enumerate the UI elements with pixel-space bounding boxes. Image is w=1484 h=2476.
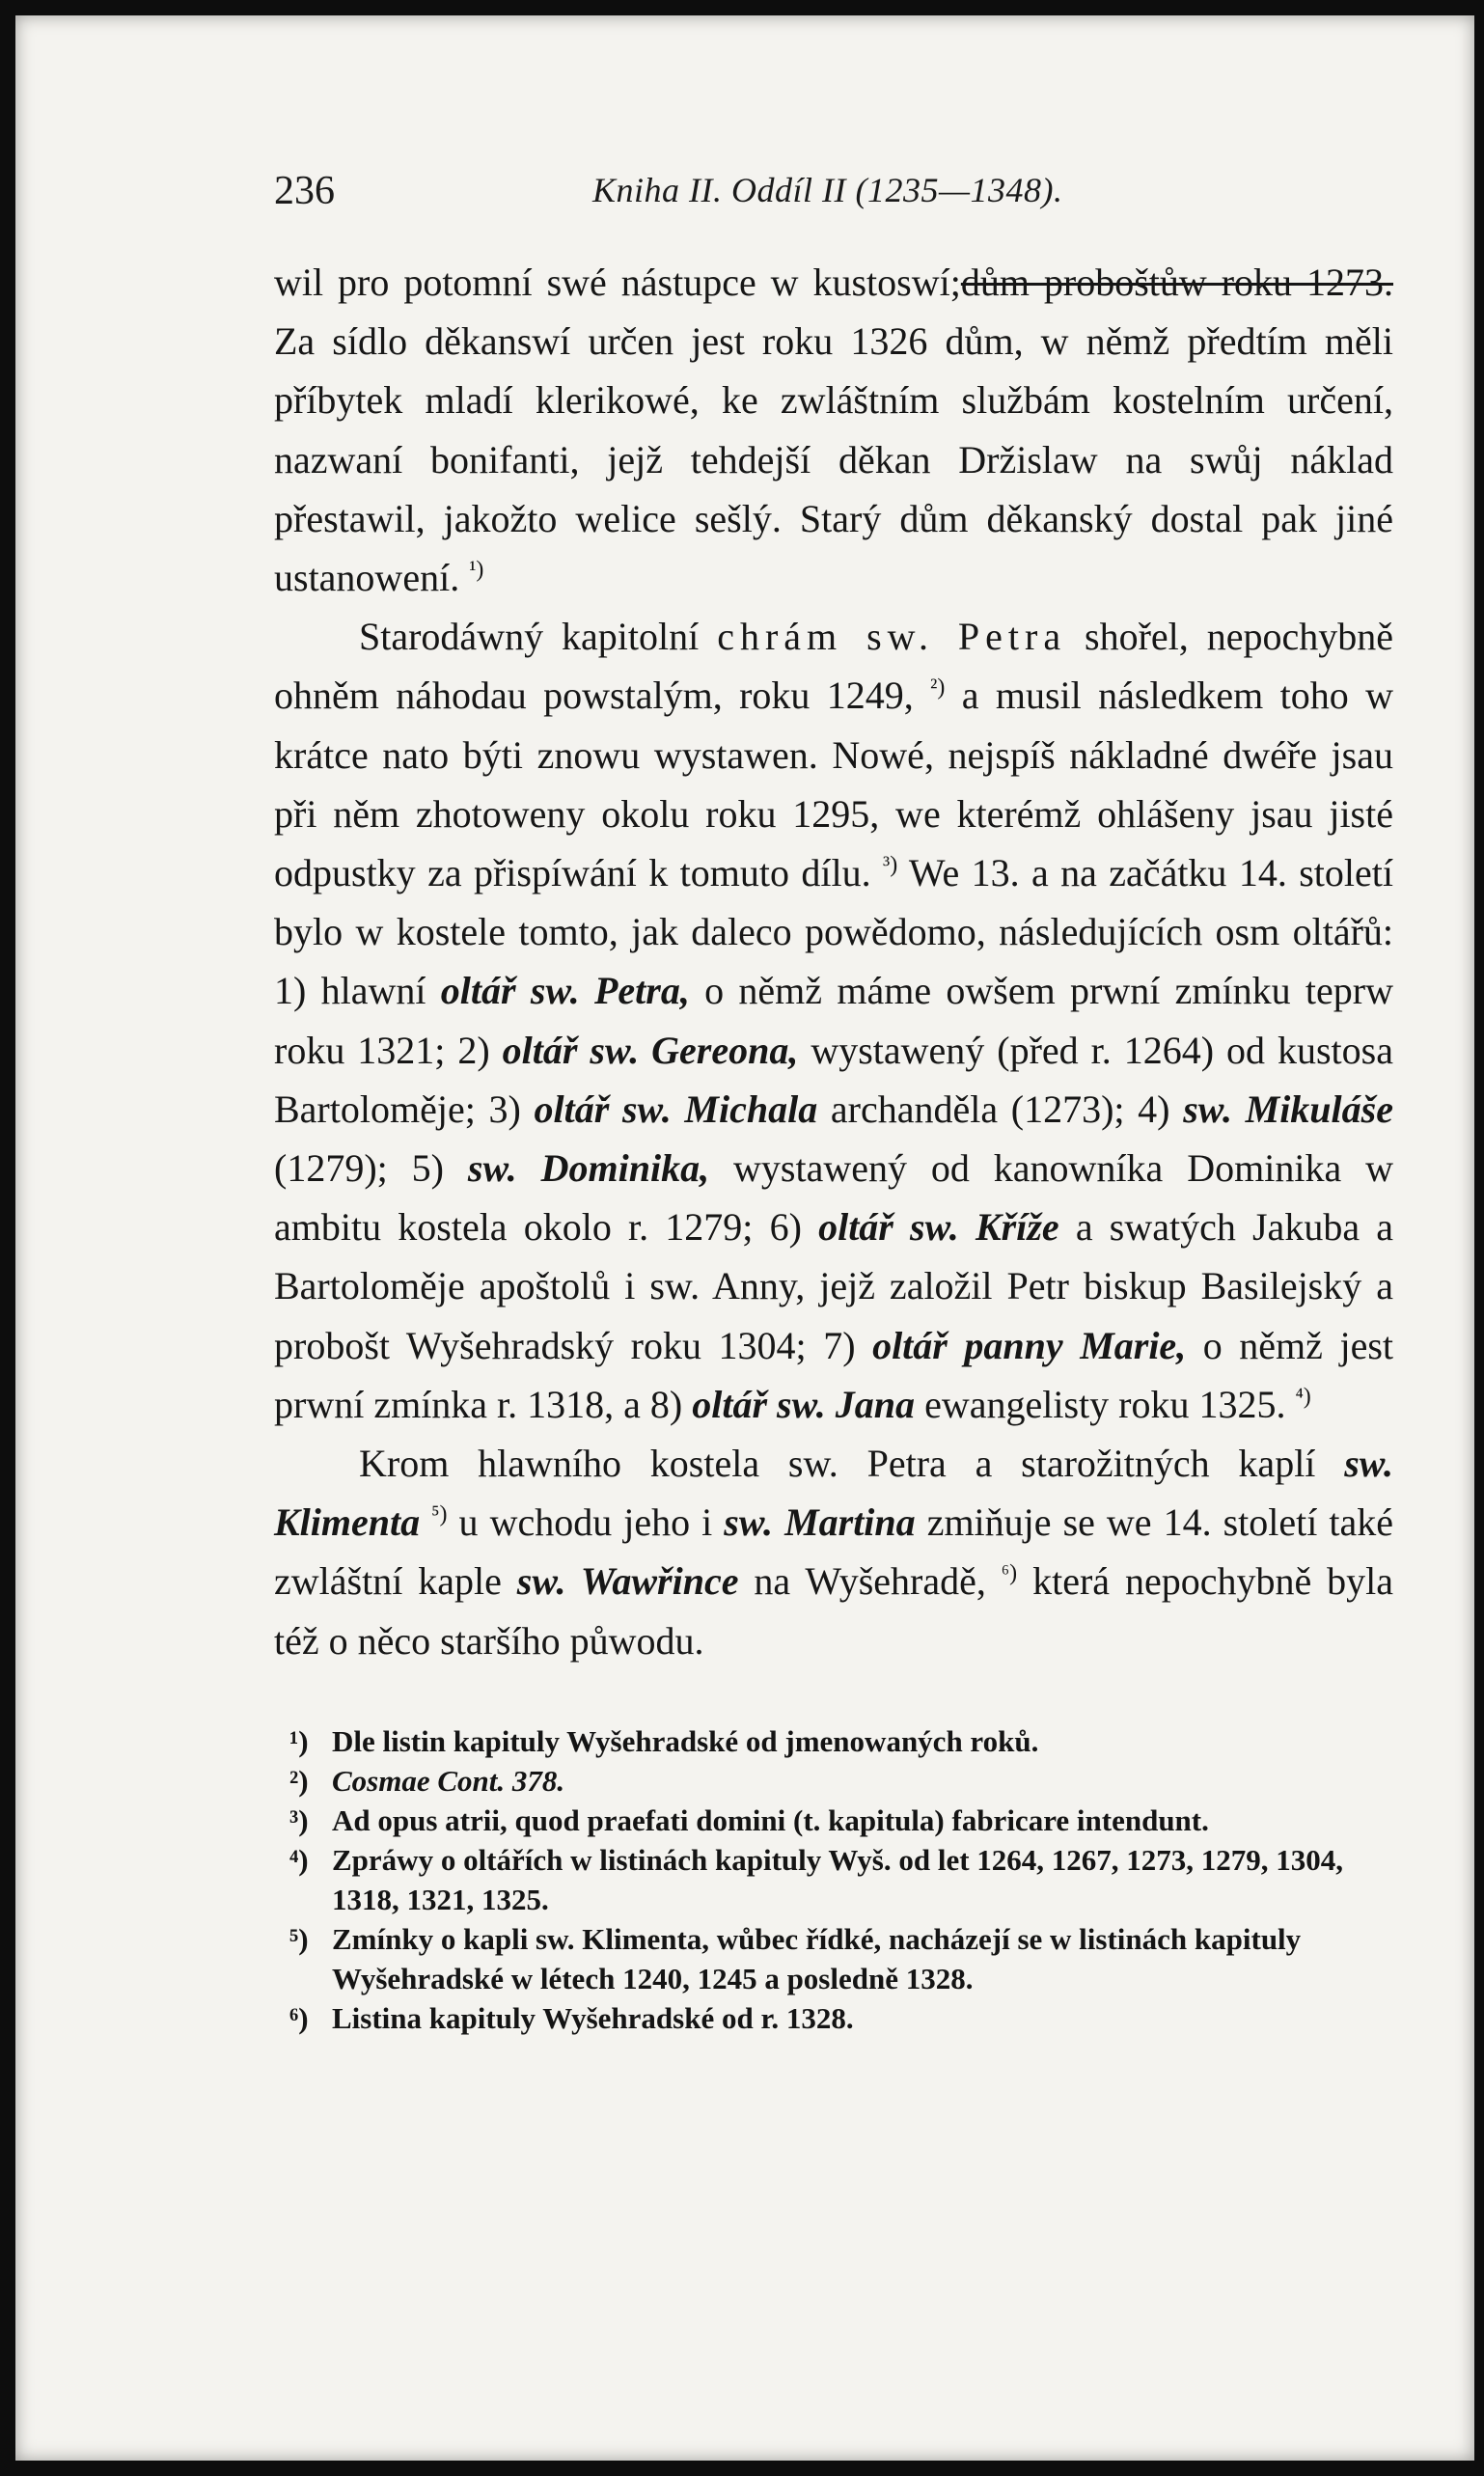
- footnote-4: [289, 1840, 1393, 1919]
- text-run: a musil následkem toho w krátce nato býti znowu wystawen. Nowé, nejspíš nákladné dwéře jsau při něm zhotoweny okolu roku 1295, we kterémž ohlášeny jsau jisté odpustky za přispíwání k tomuto dílu.: [274, 674, 1393, 895]
- text-run: o němž jest prwní zmínka r. 1318, a 8): [274, 1323, 1394, 1426]
- text-run: a swatých Jakuba a Bartoloměje apoštolů i sw. Anny, jejž založil Petr biskup Basilejský a probošt Wyšehradský roku 1304; 7): [274, 1205, 1393, 1367]
- text-run: Krom hlawního kostela sw. Petra a starožitných kaplí: [359, 1442, 1345, 1486]
- emphasis: oltář sw. Kříže: [818, 1205, 1059, 1250]
- footnote-text: Zpráwy o oltářích w listinách kapituly Wyš. od let 1264, 1267, 1273, 1279, 1304, 1318, 1321, 1325.: [332, 1843, 1344, 1916]
- footnote-mark: ³): [289, 1803, 309, 1837]
- footnote-ref[interactable]: ⁴): [1295, 1384, 1311, 1410]
- footnote-mark: ⁵): [289, 1922, 309, 1956]
- body-text: [274, 253, 1393, 1670]
- footnote-ref[interactable]: ⁵): [431, 1501, 448, 1527]
- text-run: wystawený od kanowníka Dominika w ambitu kostela okolo r. 1279; 6): [274, 1146, 1394, 1250]
- text-run: wil pro potomní swé nástupce w kustoswí;: [274, 261, 961, 304]
- footnote-5: [289, 1919, 1393, 1998]
- footnote-mark: ²): [289, 1764, 309, 1798]
- running-head: Kniha II. Oddíl II (1235—1348).: [592, 171, 1063, 209]
- text-run: u wchodu jeho i: [447, 1500, 725, 1545]
- emphasis: sw. Mikuláše: [1183, 1087, 1393, 1131]
- footnotes: [289, 1721, 1393, 2038]
- text-run: shořel, nepochybně ohněm náhodau powstalým, roku 1249,: [274, 615, 1393, 718]
- text-run: Za sídlo děkanswí určen jest roku 1326 dům, w němž předtím měli příbytek mladí klerikowé, ke zwláštním službám kostelním určení, nazwaní bonifanti, jejž tehdejší děkan Držislaw na swůj náklad přestawil, jakožto welice sešlý. Starý dům děkanský dostal pak jiné ustanowení.: [274, 319, 1393, 600]
- letterspaced-text: chrám sw. Petra: [717, 615, 1067, 659]
- footnote-text: Zmínky o kapli sw. Klimenta, wůbec řídké, nacházejí se w listinách kapituly Wyšehradské w létech 1240, 1245 a posledně 1328.: [332, 1922, 1302, 1995]
- footnote-ref[interactable]: ²): [930, 675, 946, 702]
- emphasis: oltář sw. Petra,: [440, 969, 690, 1013]
- text-run: která nepochybně byla též o něco staršího půwodu.: [274, 1559, 1394, 1663]
- footnote-text: Listina kapituly Wyšehradské od r. 1328.: [332, 2001, 854, 2035]
- text-run: na Wyšehradě,: [738, 1559, 986, 1604]
- page-number: 236: [274, 169, 335, 213]
- footnote-6: [289, 1998, 1393, 2038]
- text-run: (1279); 5): [274, 1146, 468, 1191]
- paragraph-3: [274, 1434, 1393, 1670]
- struck-out-text: dům proboštůw roku 1273.: [960, 261, 1393, 304]
- footnote-1: [289, 1721, 1393, 1761]
- emphasis: sw. Dominika,: [467, 1146, 710, 1191]
- footnote-text: Ad opus atrii, quod praefati domini (t. kapitula) fabricare intendunt.: [332, 1803, 1209, 1837]
- footnote-mark: ⁴): [289, 1843, 309, 1877]
- footnote-2: [289, 1761, 1393, 1801]
- emphasis: oltář panny Marie,: [872, 1323, 1187, 1367]
- emphasis: oltář sw. Michala: [534, 1087, 818, 1131]
- text-run: wystawený (před r. 1264) od kustosa Bartoloměje; 3): [274, 1028, 1393, 1131]
- footnote-ref[interactable]: ¹): [469, 557, 484, 583]
- page-header: [274, 160, 1181, 218]
- text-run: o němž máme owšem prwní zmínku teprw roku 1321; 2): [274, 969, 1393, 1072]
- emphasis: oltář sw. Jana: [692, 1382, 916, 1426]
- text-run: Starodáwný kapitolní: [359, 615, 718, 659]
- emphasis: oltář sw. Gereona,: [502, 1028, 799, 1072]
- footnote-ref[interactable]: ³): [883, 852, 898, 878]
- footnote-mark: ¹): [289, 1724, 309, 1758]
- emphasis: sw. Martina: [724, 1500, 916, 1545]
- footnote-3: [289, 1801, 1393, 1840]
- emphasis: sw. Klimenta: [274, 1442, 1393, 1545]
- footnote-mark: ⁶): [289, 2001, 309, 2035]
- footnote-text: Dle listin kapituly Wyšehradské od jmenowaných roků.: [332, 1724, 1039, 1758]
- text-run: zmiňuje se we 14. století také zwláštní kaple: [274, 1500, 1394, 1604]
- text-run: ewangelisty roku 1325.: [915, 1382, 1286, 1426]
- text-run: We 13. a na začátku 14. století bylo w kostele tomto, jak daleco powědomo, následujících osm oltářů: 1) hlawní: [274, 851, 1394, 1013]
- paragraph-2: [274, 607, 1393, 1434]
- emphasis: sw. Wawřince: [516, 1559, 739, 1604]
- footnote-ref[interactable]: ⁶): [1001, 1561, 1018, 1587]
- text-run: archanděla (1273); 4): [817, 1087, 1184, 1131]
- footnote-text: Cosmae Cont. 378.: [332, 1764, 565, 1798]
- paragraph-1: [274, 253, 1393, 607]
